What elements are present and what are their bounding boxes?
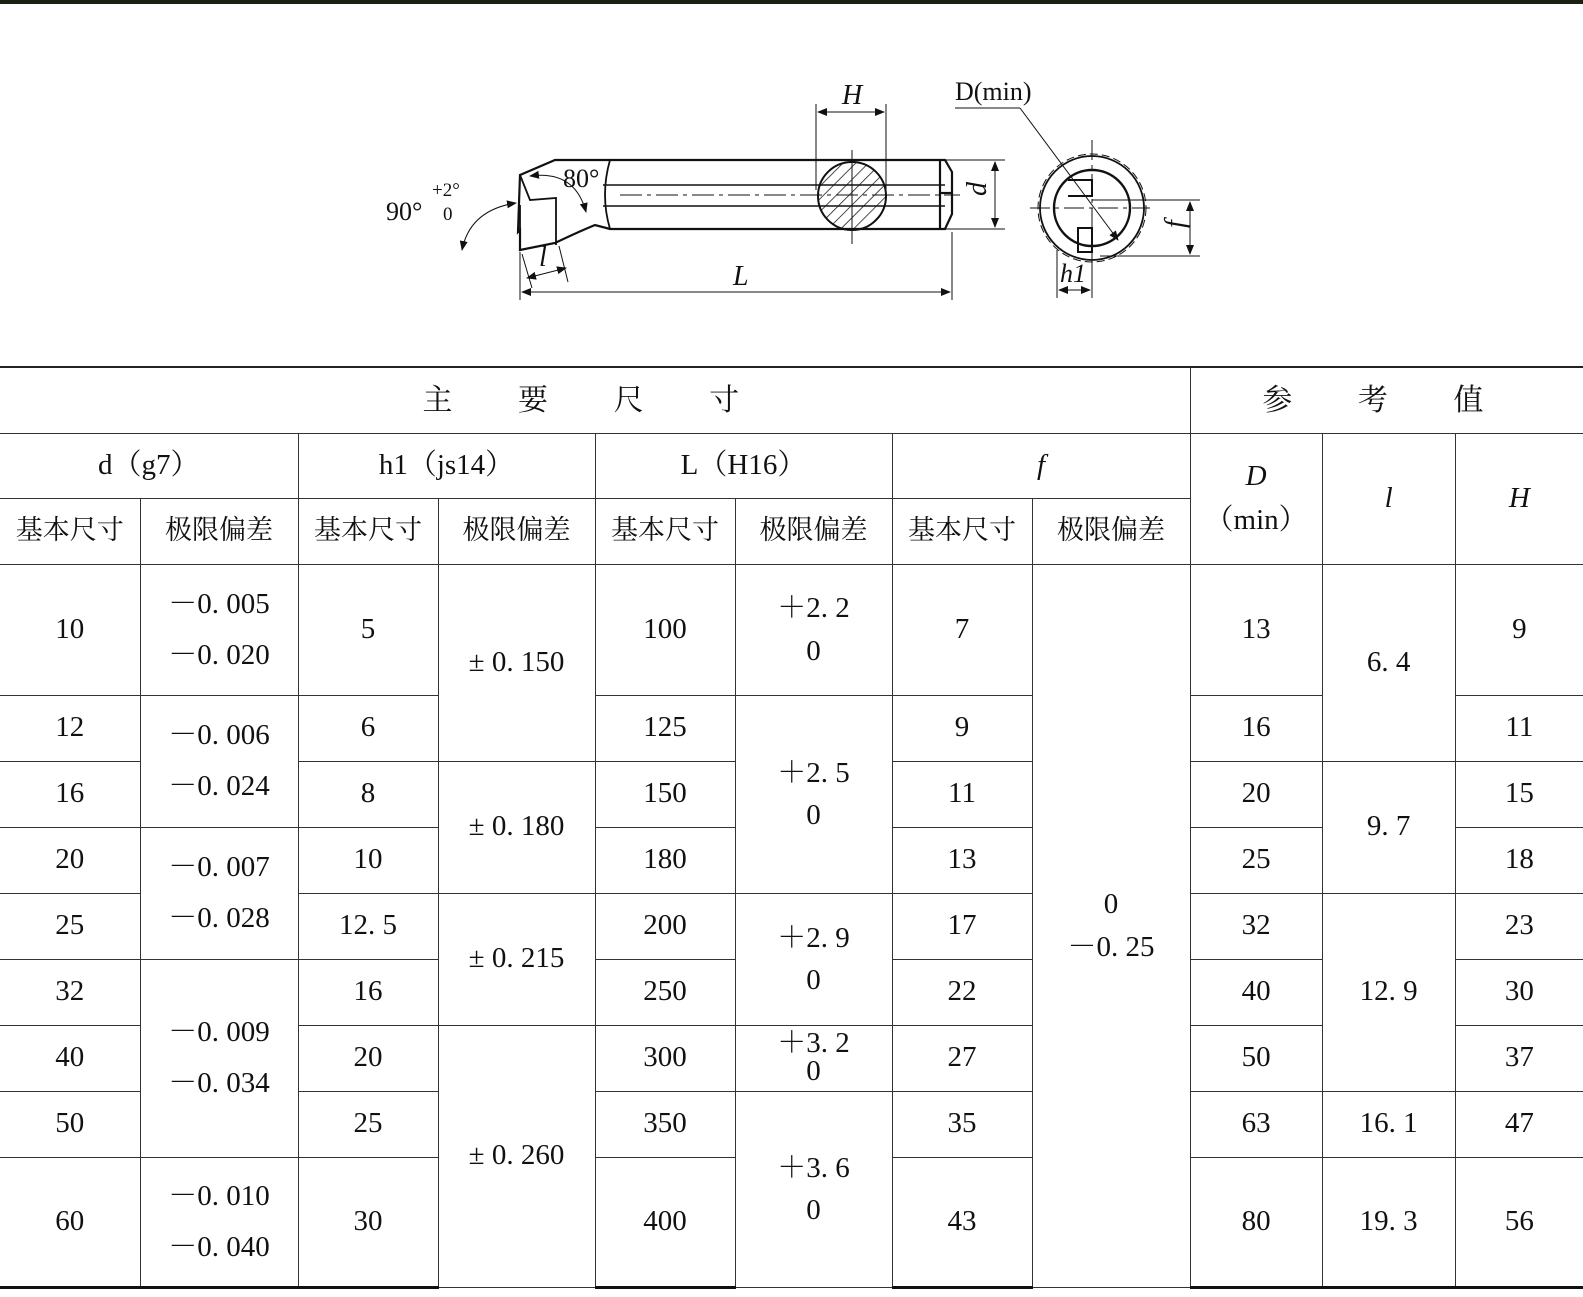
label-d: d	[962, 182, 993, 196]
cell-d-tol: －0. 005 －0. 020	[140, 564, 298, 695]
cell-h1: 5	[298, 564, 438, 695]
col-L-header: L（H16）	[595, 433, 892, 498]
dimension-table	[0, 366, 1583, 1289]
label-H: H	[842, 80, 863, 111]
cell-H: 18	[1455, 827, 1583, 893]
cell-f: 35	[892, 1091, 1032, 1157]
cell-d-tol: －0. 010 －0. 040	[140, 1157, 298, 1287]
col-D-header	[1190, 433, 1322, 564]
subheader-basic: 基本尺寸	[595, 498, 735, 564]
cell-d: 25	[0, 893, 140, 959]
cell-L: 250	[595, 959, 735, 1025]
cell-D: 20	[1190, 761, 1322, 827]
subheader-basic: 基本尺寸	[892, 498, 1032, 564]
subheader-limit: 极限偏差	[438, 498, 595, 564]
cell-H: 47	[1455, 1091, 1583, 1157]
cell-H: 9	[1455, 564, 1583, 695]
cell-h1: 20	[298, 1025, 438, 1091]
group-main-header: 主 要 尺 寸	[0, 367, 1190, 433]
cell-L-tol: ＋2. 5 0	[735, 695, 892, 893]
cell-L: 150	[595, 761, 735, 827]
cell-f: 43	[892, 1157, 1032, 1287]
cell-L: 300	[595, 1025, 735, 1091]
col-l-header: l	[1322, 433, 1455, 564]
cell-L-tol: ＋3. 2 0	[735, 1025, 892, 1091]
cell-H: 30	[1455, 959, 1583, 1025]
cell-H: 37	[1455, 1025, 1583, 1091]
cell-f: 11	[892, 761, 1032, 827]
cell-h1: 10	[298, 827, 438, 893]
cell-d: 20	[0, 827, 140, 893]
cell-D: 16	[1190, 695, 1322, 761]
cell-f: 27	[892, 1025, 1032, 1091]
subheader-limit: 极限偏差	[1032, 498, 1190, 564]
cell-d-tol: －0. 009 －0. 034	[140, 959, 298, 1157]
cell-d: 32	[0, 959, 140, 1025]
cell-h1: 8	[298, 761, 438, 827]
label-90: 90°	[386, 197, 423, 226]
label-90-upper: +2°	[432, 180, 460, 201]
cell-l: 19. 3	[1322, 1157, 1455, 1287]
cell-f: 13	[892, 827, 1032, 893]
cell-h1: 16	[298, 959, 438, 1025]
cell-L: 125	[595, 695, 735, 761]
cell-L-tol: ＋3. 6 0	[735, 1091, 892, 1287]
cell-L: 100	[595, 564, 735, 695]
cell-l: 16. 1	[1322, 1091, 1455, 1157]
label-90-lower: 0	[443, 204, 453, 225]
cell-L-tol: ＋2. 2 0	[735, 564, 892, 695]
subheader-limit: 极限偏差	[735, 498, 892, 564]
label-L: L	[733, 261, 749, 292]
cell-h1: 25	[298, 1091, 438, 1157]
cell-h1-tol: ± 0. 260	[438, 1025, 595, 1287]
cell-h1: 30	[298, 1157, 438, 1287]
cell-l: 12. 9	[1322, 893, 1455, 1091]
cell-f-tol: 0 －0. 25	[1032, 564, 1190, 1287]
group-ref-header: 参 考 值	[1190, 367, 1583, 433]
cell-H: 15	[1455, 761, 1583, 827]
cell-L-tol: ＋2. 9 0	[735, 893, 892, 1025]
cell-H: 11	[1455, 695, 1583, 761]
col-D-sub: （min）	[1204, 503, 1308, 536]
cell-D: 25	[1190, 827, 1322, 893]
cell-h1: 6	[298, 695, 438, 761]
cell-l: 6. 4	[1322, 564, 1455, 761]
cell-h1-tol: ± 0. 215	[438, 893, 595, 1025]
cell-f: 7	[892, 564, 1032, 695]
col-f-header: f	[892, 433, 1190, 498]
cell-L: 350	[595, 1091, 735, 1157]
cell-D: 80	[1190, 1157, 1322, 1287]
cell-L: 400	[595, 1157, 735, 1287]
cell-d: 12	[0, 695, 140, 761]
col-H-header: H	[1455, 433, 1583, 564]
cell-d-tol: －0. 007 －0. 028	[140, 827, 298, 959]
cell-H: 56	[1455, 1157, 1583, 1287]
cell-L: 200	[595, 893, 735, 959]
cell-D: 13	[1190, 564, 1322, 695]
cell-H: 23	[1455, 893, 1583, 959]
subheader-basic: 基本尺寸	[0, 498, 140, 564]
subheader-basic: 基本尺寸	[298, 498, 438, 564]
cell-f: 22	[892, 959, 1032, 1025]
cell-d: 10	[0, 564, 140, 695]
cell-f: 17	[892, 893, 1032, 959]
cell-d: 50	[0, 1091, 140, 1157]
cell-h1-tol: ± 0. 180	[438, 761, 595, 893]
label-l: l	[539, 242, 547, 273]
cell-d: 40	[0, 1025, 140, 1091]
label-80: 80°	[563, 164, 600, 193]
subheader-limit: 极限偏差	[140, 498, 298, 564]
label-f: f	[1160, 220, 1191, 228]
label-D-min: D(min)	[955, 77, 1032, 106]
cell-D: 50	[1190, 1025, 1322, 1091]
cell-L: 180	[595, 827, 735, 893]
col-h1-header: h1（js14）	[298, 433, 595, 498]
col-d-header: d（g7）	[0, 433, 298, 498]
cell-D: 40	[1190, 959, 1322, 1025]
cell-d: 60	[0, 1157, 140, 1287]
label-h1: h1	[1060, 259, 1086, 288]
cell-l: 9. 7	[1322, 761, 1455, 893]
cell-f: 9	[892, 695, 1032, 761]
cotter-pin-drawing	[0, 0, 1583, 330]
cell-d-tol: －0. 006 －0. 024	[140, 695, 298, 827]
cell-D: 63	[1190, 1091, 1322, 1157]
cell-h1: 12. 5	[298, 893, 438, 959]
col-D-label: D	[1245, 459, 1267, 492]
cell-h1-tol: ± 0. 150	[438, 564, 595, 761]
cell-D: 32	[1190, 893, 1322, 959]
cell-d: 16	[0, 761, 140, 827]
